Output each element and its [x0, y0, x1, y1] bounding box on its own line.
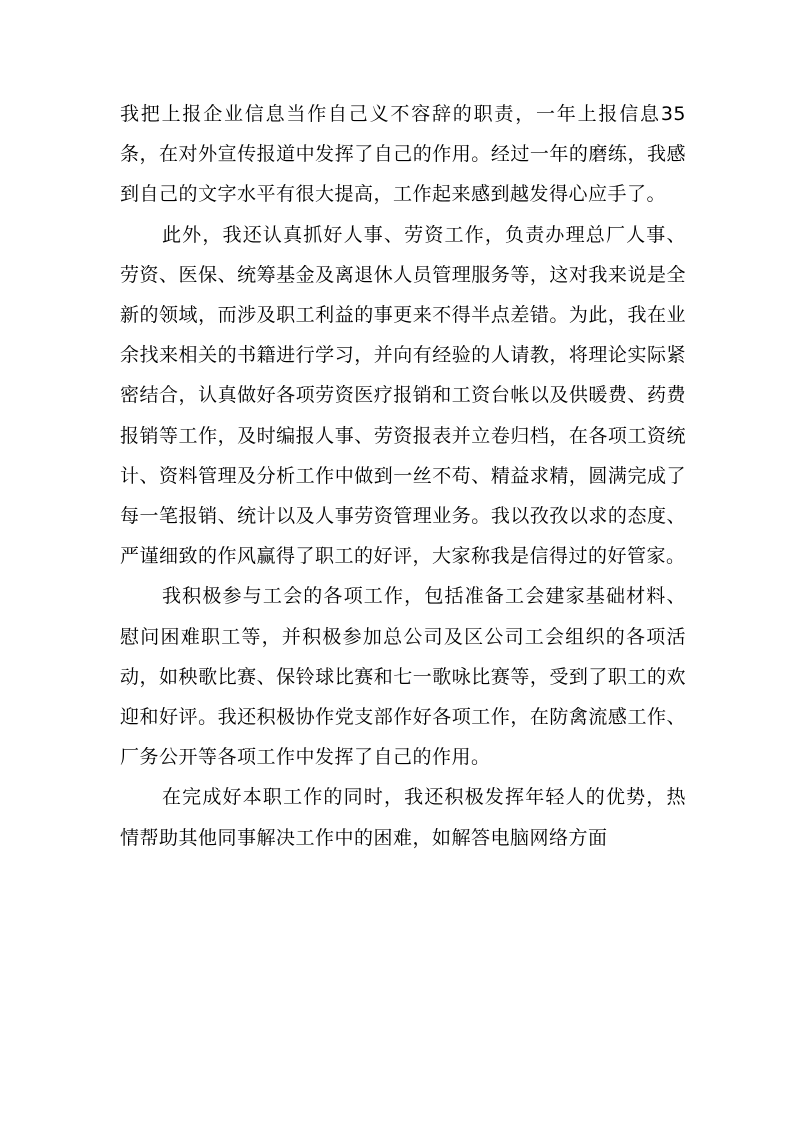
paragraph-2: 此外，我还认真抓好人事、劳资工作，负责办理总厂人事、劳资、医保、统筹基金及离退休人员管理服务等，这对我来说是全新的领域，而涉及职工利益的事更来不得半点差错。为此，我在业余找来相关的书籍进行学习，并向有经验的人请教，将理论实际紧密结合，认真做好各项劳资医疗报销和工资台帐以及供暖费、药费报销等工作，及时编报人事、劳资报表并立卷归档，在各项工资统计、资料管理及分析工作中做到一丝不苟、精益求精，圆满完成了每一笔报销、统计以及人事劳资管理业务。我以孜孜以求的态度、严谨细致的作风赢得了职工的好评，大家称我是信得过的好管家。: [120, 223, 686, 568]
paragraph-4: 在完成好本职工作的同时，我还积极发挥年轻人的优势，热情帮助其他同事解决工作中的困难，如解答电脑网络方面: [120, 786, 686, 849]
body-text: [120, 94, 686, 858]
paragraph-3: 我积极参与工会的各项工作，包括准备工会建家基础材料、慰问困难职工等，并积极参加总公司及区公司工会组织的各项活动，如秧歌比赛、保铃球比赛和七一歌咏比赛等，受到了职工的欢迎和好评。我还积极协作党支部作好各项工作，在防禽流感工作、厂务公开等各项工作中发挥了自己的作用。: [120, 585, 686, 769]
paragraph-1: 我把上报企业信息当作自己义不容辞的职责，一年上报信息35条，在对外宣传报道中发挥了自己的作用。经过一年的磨练，我感到自己的文字水平有很大提高，工作起来感到越发得心应手了。: [120, 103, 686, 206]
